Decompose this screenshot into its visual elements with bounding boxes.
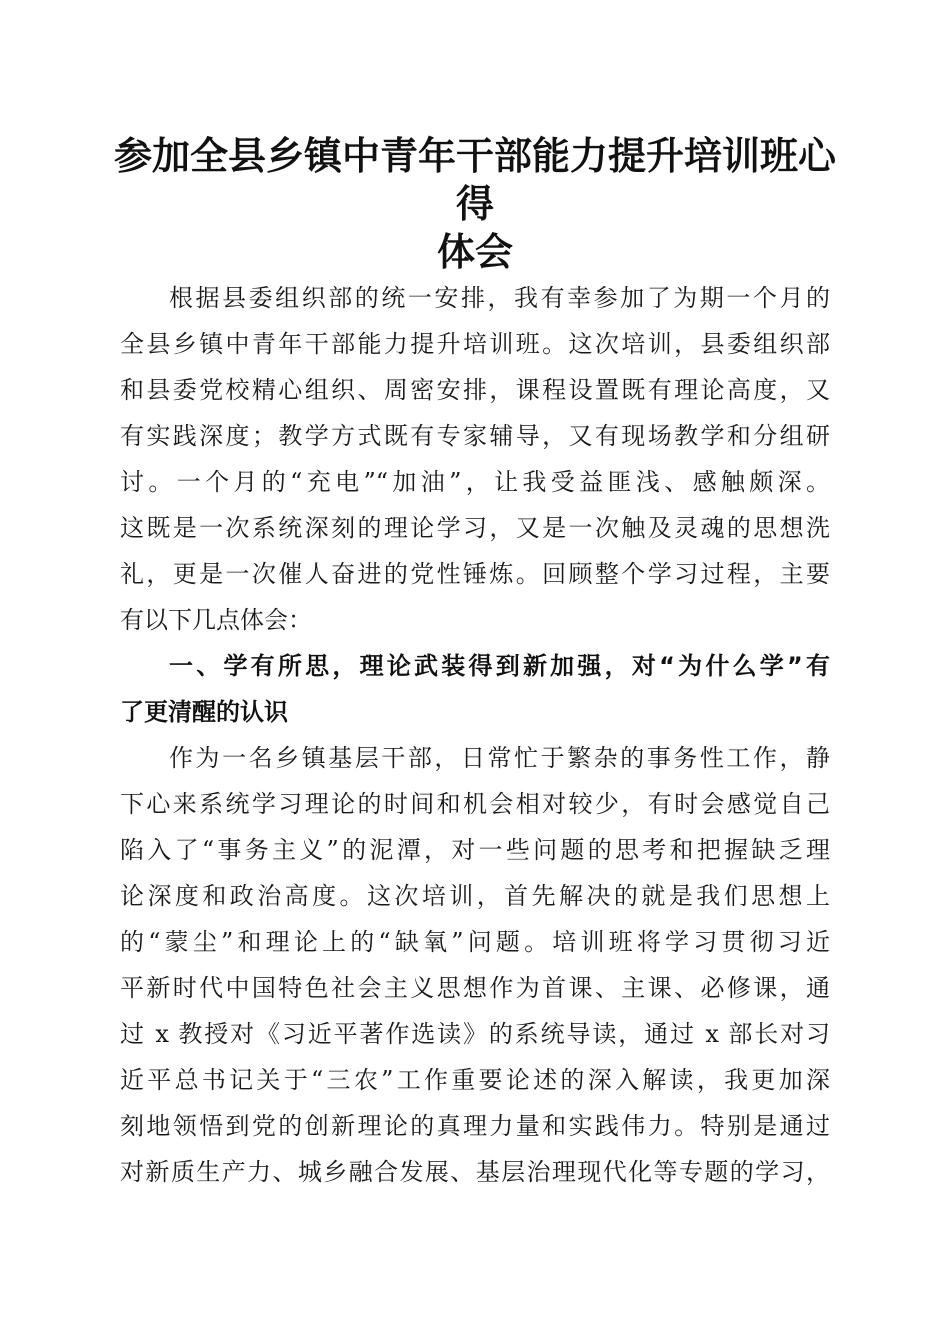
- body-line: 下心来系统学习理论的时间和机会相对较少，有时会感觉自己: [120, 790, 830, 818]
- intro-line: 讨。一个月的“充电”“加油”，让我受益匪浅、感触颇深。: [120, 468, 830, 496]
- body-line: 过 x 教授对《习近平著作选读》的系统导读，通过 x 部长对习: [120, 1020, 830, 1048]
- intro-line: 礼，更是一次催人奋进的党性锤炼。回顾整个学习过程，主要: [120, 560, 830, 588]
- intro-line: 有实践深度；教学方式既有专家辅导，又有现场教学和分组研: [120, 422, 830, 450]
- body-line: 对新质生产力、城乡融合发展、基层治理现代化等专题的学习，: [120, 1158, 830, 1186]
- body-line: 的“蒙尘”和理论上的“缺氧”问题。培训班将学习贯彻习近: [120, 928, 830, 956]
- body-line: 作为一名乡镇基层干部，日常忙于繁杂的事务性工作，静: [169, 744, 830, 772]
- body-line: 论深度和政治高度。这次培训，首先解决的就是我们思想上: [120, 882, 830, 910]
- section-heading: 了更清醒的认识: [120, 698, 288, 726]
- title-line-2: 体会: [436, 229, 513, 274]
- body-line: 近平总书记关于“三农”工作重要论述的深入解读，我更加深: [120, 1066, 830, 1094]
- document-title: [100, 132, 850, 276]
- body-line: 平新时代中国特色社会主义思想作为首课、主课、必修课，通: [120, 974, 830, 1002]
- intro-line: 这既是一次系统深刻的理论学习，又是一次触及灵魂的思想洗: [120, 514, 830, 542]
- intro-line: 和县委党校精心组织、周密安排，课程设置既有理论高度，又: [120, 376, 830, 404]
- intro-line: 有以下几点体会：: [120, 606, 312, 634]
- intro-line: 根据县委组织部的统一安排，我有幸参加了为期一个月的: [169, 284, 830, 312]
- body-line: 陷入了“事务主义”的泥潭，对一些问题的思考和把握缺乏理: [120, 836, 830, 864]
- intro-line: 全县乡镇中青年干部能力提升培训班。这次培训，县委组织部: [120, 330, 830, 358]
- section-heading: 一、学有所思，理论武装得到新加强，对“为什么学”有: [169, 652, 830, 680]
- body-line: 刻地领悟到党的创新理论的真理力量和实践伟力。特别是通过: [120, 1112, 830, 1140]
- title-line-1: 参加全县乡镇中青年干部能力提升培训班心得: [113, 133, 836, 226]
